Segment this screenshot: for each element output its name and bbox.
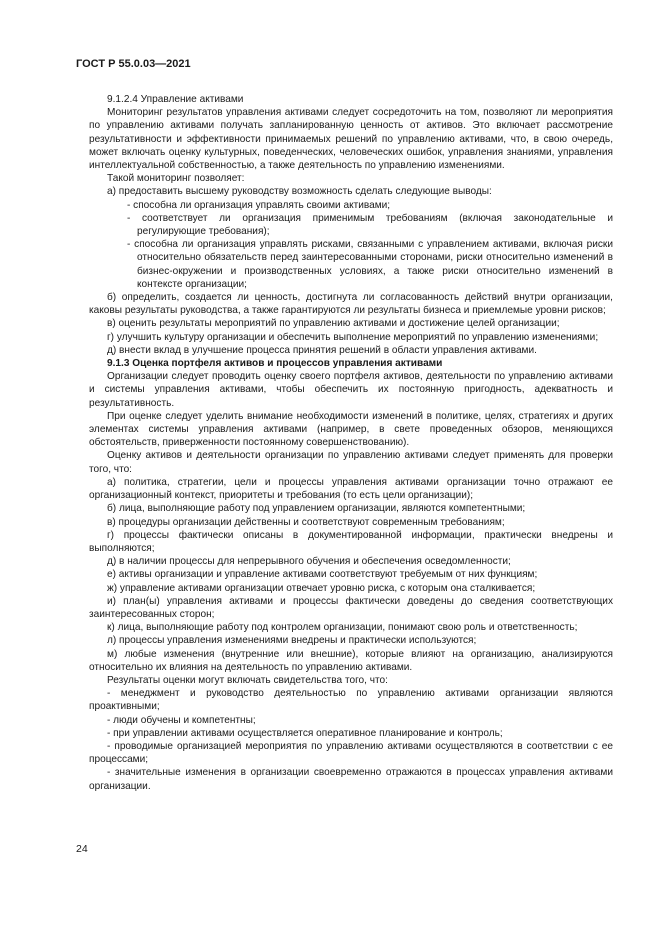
sub-list-item: - способна ли организация управлять своими активами;: [127, 199, 391, 211]
list-item: - проводимые организацией мероприятия по управлению активами осуществляются в соответствии с ее процессами;: [89, 740, 613, 766]
list-item: б) определить, создается ли ценность, достигнута ли согласованность действий внутри организации, каковы результаты руководства, а также гарантируются ли результаты бизнеса и приемлемые уровни рисков;: [89, 292, 613, 317]
paragraph: При оценке следует уделить внимание необходимости изменений в политике, целях, стратегиях и других элементах системы управления активами (например, в свете проведенных обзоров, меняющихся обстоятельств, приверженности постоянному совершенствованию).: [89, 410, 613, 449]
list-item: в) оценить результаты мероприятий по управлению активами и достижение целей организации;: [107, 318, 560, 330]
document-header: ГОСТ Р 55.0.03—2021: [76, 58, 191, 70]
paragraph: Оценку активов и деятельности организации по управлению активами следует применять для проверки того, что:: [89, 450, 613, 475]
list-item: г) процессы фактически описаны в документированной информации, практически внедрены и выполняются;: [89, 529, 613, 554]
list-item: а) политика, стратегии, цели и процессы управления активами организации точно отражают ее организационный контекст, приоритеты и требования (то есть цели организации);: [89, 476, 613, 502]
section-heading: 9.1.3 Оценка портфеля активов и процессов управления активами: [107, 358, 443, 370]
paragraph: Организации следует проводить оценку своего портфеля активов, деятельности по управлению активами и системы управления активами, чтобы обеспечить их постоянную пригодность, адекватность и результативность.: [89, 371, 613, 409]
list-item: г) улучшить культуру организации и обеспечить выполнение мероприятий по управлению изменениями;: [107, 331, 599, 343]
page-number: 24: [76, 843, 88, 855]
paragraph: 9.1.2.4 Управление активами: [107, 94, 244, 105]
list-item: в) процедуры организации действенны и соответствуют современным требованиям;: [107, 516, 505, 528]
sub-list-item: - соответствует ли организация применимым требованиям (включая законодательные и регулирующие требования);: [127, 212, 613, 238]
list-item: д) внести вклад в улучшение процесса принятия решений в области управления активами.: [107, 344, 537, 356]
list-item: и) план(ы) управления активами и процессы фактически доведены до сведения соответствующих заинтересованных сторон;: [89, 595, 613, 620]
list-item: к) лица, выполняющие работу под контролем организации, понимают свою роль и ответственность;: [107, 622, 578, 634]
document-body: [89, 93, 613, 793]
sub-list-item: - способна ли организация управлять рисками, связанными с управлением активами, включая риски относительно обязательств перед заинтересованными сторонами, риски относительно изменений в бизнес-окружении и производственных условиях, а также риски относительно изменений в контексте организации;: [127, 239, 613, 290]
list-item: ж) управление активами организации отвечает уровню риска, с которым она сталкивается;: [107, 582, 536, 594]
paragraph: Мониторинг результатов управления активами следует сосредоточить на том, позволяют ли мероприятия по управлению активами получать запланированную ценность от активов. Это включает рассмотрение результативности и эффективности принимаемых решений по управлению активами, что, в свою очередь, может включать оценку культурных, поведенческих, человеческих ошибок, управления знаниями, управления интеллектуальной собственностью, а также деятельность по управлению изменениями.: [89, 107, 613, 172]
paragraph: Результаты оценки могут включать свидетельства того, что:: [107, 674, 388, 686]
list-item: д) в наличии процессы для непрерывного обучения и обеспечения осведомленности;: [107, 556, 511, 568]
list-item: м) любые изменения (внутренние или внешние), которые влияют на организацию, анализируются относительно их влияния на деятельность по управлению активами.: [89, 648, 613, 673]
paragraph: Такой мониторинг позволяет:: [107, 173, 245, 185]
list-item: л) процессы управления изменениями внедрены и практически используются;: [107, 635, 477, 647]
list-item: а) предоставить высшему руководству возможность сделать следующие выводы:: [107, 186, 492, 198]
list-item: е) активы организации и управление активами соответствуют требуемым от них функциям;: [107, 569, 538, 581]
list-item: б) лица, выполняющие работу под управлением организации, являются компетентными;: [107, 503, 526, 515]
list-item: - люди обучены и компетентны;: [107, 714, 256, 726]
list-item: - менеджмент и руководство деятельностью по управлению активами организации являются проактивными;: [89, 688, 613, 713]
list-item: - при управлении активами осуществляется оперативное планирование и контроль;: [107, 727, 503, 739]
list-item: - значительные изменения в организации своевременно отражаются в процессах управления активами организации.: [89, 767, 613, 792]
